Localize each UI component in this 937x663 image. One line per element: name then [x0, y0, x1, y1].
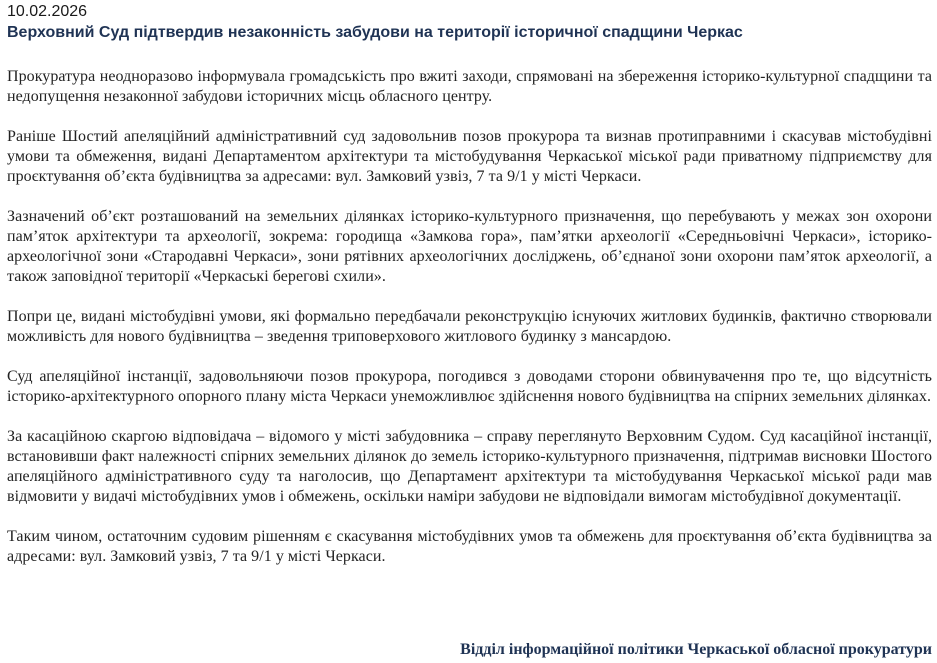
article-paragraph: За касаційною скаргою відповідача – відомого у місті забудовника – справу переглянуто Верховним Судом. Суд касаційної інстанції, встановивши факт належності спірних земельних ділянок до земель історико-культурного призначення, підтримав висновки Шостого апеляційного адміністративного суду та наголосив, що Департамент архітектури та містобудування Черкаської міської ради мав відмовити у видачі містобудівних умов і обмежень, оскільки наміри забудови не відповідали вимогам містобудівної документації.	[7, 428, 932, 505]
article-paragraph: Прокуратура неодноразово інформувала громадськість про вжиті заходи, спрямовані на збереження історико-культурної спадщини та недопущення незаконної забудови історичних місць обласного центру.	[7, 68, 932, 105]
article-paragraph: Попри це, видані містобудівні умови, які формально передбачали реконструкцію існуючих житлових будинків, фактично створювали можливість для нового будівництва – зведення триповерхового житлового будинку з мансардою.	[7, 308, 932, 345]
article-signature: Відділ інформаційної політики Черкаської обласної прокуратури	[460, 641, 932, 658]
article-body	[7, 67, 932, 567]
article-paragraph: Раніше Шостий апеляційний адміністративний суд задовольнив позов прокурора та визнав протиправними і скасував містобудівні умови та обмеження, видані Департаментом архітектури та містобудування Черкаської міської ради приватному підприємству для проєктування об’єкта будівництва за адресами: вул. Замковий узвіз, 7 та 9/1 у місті Черкаси.	[7, 128, 932, 185]
article-paragraph: Таким чином, остаточним судовим рішенням є скасування містобудівних умов та обмежень для проєктування об’єкта будівництва за адресами: вул. Замковий узвіз, 7 та 9/1 у місті Черкаси.	[7, 528, 932, 565]
article-headline: Верховний Суд підтвердив незаконність забудови на території історичної спадщини Черкас	[7, 24, 743, 41]
publication-date: 10.02.2026	[7, 3, 88, 20]
article-paragraph: Суд апеляційної інстанції, задовольняючи позов прокурора, погодився з доводами сторони обвинувачення про те, що відсутність історико-архітектурного опорного плану міста Черкаси унеможливлює здійснення нового будівництва на спірних земельних ділянках.	[7, 368, 932, 405]
article-paragraph: Зазначений об’єкт розташований на земельних ділянках історико-культурного призначення, що перебувають у межах зон охорони пам’яток архітектури та археології, зокрема: городища «Замкова гора», пам’ятки археології «Середньовічні Черкаси», історико-археологічної зони «Стародавні Черкаси», зони рятівних археологічних досліджень, об’єднаної зони охорони пам’яток археології, а також заповідної території «Черкаські берегові схили».	[7, 208, 932, 285]
